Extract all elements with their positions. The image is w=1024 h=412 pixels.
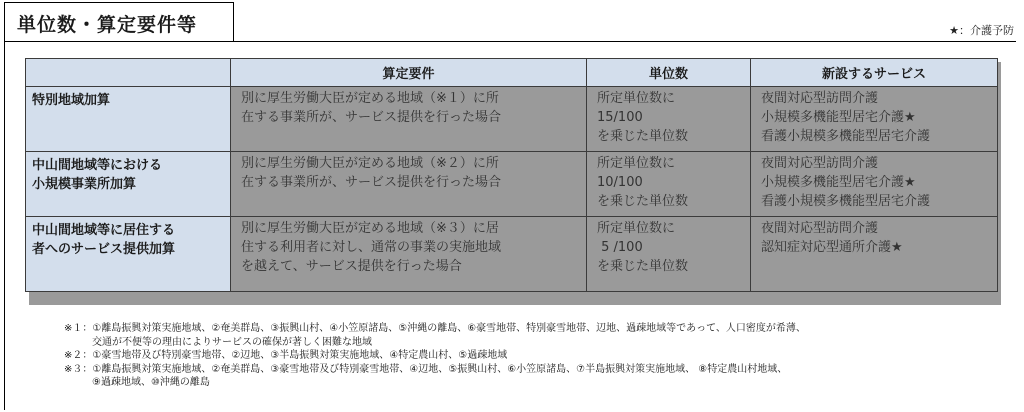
header-services: 新設するサービス <box>751 59 998 87</box>
footnote-2: ※２：①豪雪地帯及び特別豪雪地帯、②辺地、③半島振興対策実施地域、④特定農山村、⑤過疎地域 <box>64 350 508 361</box>
title-underline <box>4 41 1016 42</box>
units-cell: 所定単位数に 10/100 を乗じた単位数 <box>587 152 751 217</box>
page-title: 単位数・算定要件等 <box>4 2 234 42</box>
units-cell: 所定単位数に 15/100 を乗じた単位数 <box>587 87 751 152</box>
addition-name: 特別地域加算 <box>26 87 231 152</box>
footnote-3: ※３：①離島振興対策実施地域、②奄美群島、③豪雪地帯及び特別豪雪地帯、④辺地、⑤振興山村、⑥小笠原諸島、⑦半島振興対策実施地域、 ⑧特定農山村地域、 <box>64 363 788 375</box>
footnotes <box>64 322 806 390</box>
requirement-cell: 別に厚生労働大臣が定める地域（※２）に所 在する事業所が、サービス提供を行った場合 <box>231 152 587 217</box>
footnote-1-cont: 交通が不便等の理由によりサービスの確保が著しく困難な地域 <box>92 336 372 348</box>
services-cell: 夜間対応型訪問介護 認知症対応型通所介護★ <box>751 217 998 292</box>
header-blank <box>26 59 231 87</box>
units-cell: 所定単位数に 5 /100 を乗じた単位数 <box>587 217 751 292</box>
table-row <box>26 152 998 217</box>
footnote-1: ※１：①離島振興対策実施地域、②奄美群島、③振興山村、④小笠原諸島、⑤沖縄の離島、⑥豪雪地帯、特別豪雪地帯、辺地、過疎地域等であって、人口密度が希薄、 <box>64 323 806 334</box>
requirement-cell: 別に厚生労働大臣が定める地域（※３）に居 住する利用者に対し、通常の事業の実施地域 を越えて、サービス提供を行った場合 <box>231 217 587 292</box>
legend-note: ★：介護予防 <box>949 24 1014 37</box>
services-cell: 夜間対応型訪問介護 小規模多機能型居宅介護★ 看護小規模多機能型居宅介護 <box>751 87 998 152</box>
addition-name: 中山間地域等に居住する 者へのサービス提供加算 <box>26 217 231 292</box>
addition-name: 中山間地域等における 小規模事業所加算 <box>26 152 231 217</box>
table-row <box>26 87 998 152</box>
left-border <box>4 41 5 410</box>
requirements-table <box>25 58 998 292</box>
table-header-row <box>26 59 998 87</box>
footnote-3-cont: ⑨過疎地域、⑩沖縄の離島 <box>92 377 210 388</box>
header-units: 単位数 <box>587 59 751 87</box>
requirement-cell: 別に厚生労働大臣が定める地域（※１）に所 在する事業所が、サービス提供を行った場合 <box>231 87 587 152</box>
table-row <box>26 217 998 292</box>
header-requirement: 算定要件 <box>231 59 587 87</box>
services-cell: 夜間対応型訪問介護 小規模多機能型居宅介護★ 看護小規模多機能型居宅介護 <box>751 152 998 217</box>
